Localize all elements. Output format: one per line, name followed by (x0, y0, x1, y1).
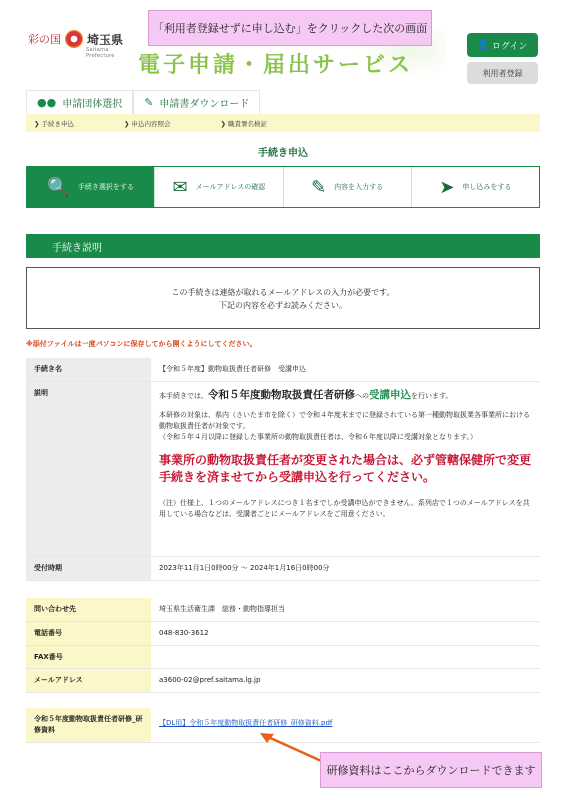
table-row (26, 358, 540, 382)
table-row (26, 622, 540, 646)
nav-tabs (26, 90, 260, 114)
login-button[interactable] (467, 33, 538, 57)
phone-value: 048-830-3612 (151, 622, 540, 646)
row-label: 令和５年度動物取扱責任者研修_研修資料 (26, 708, 151, 743)
download-doc-icon: ✎ (144, 96, 154, 109)
search-icon: 🔍 (47, 176, 70, 198)
register-button[interactable]: 利用者登録 (467, 62, 538, 84)
table-row (26, 598, 540, 622)
step-label: 申し込みをする (462, 183, 512, 191)
step-label: メールアドレスの確認 (195, 183, 266, 191)
notice-box (26, 267, 540, 329)
tab-form-download-label: 申請書ダウンロード (159, 99, 250, 110)
logo[interactable] (28, 30, 124, 59)
notice-line: 下記の内容を必ずお読みください。 (219, 301, 347, 310)
table-row (26, 669, 540, 693)
step-select (27, 167, 154, 207)
service-title: 電子申請・届出サービス (138, 53, 414, 78)
user-icon: 👤 (477, 40, 489, 50)
users-icon: ●● (37, 96, 57, 109)
row-label: 説明 (26, 382, 151, 557)
fax-value (151, 646, 540, 669)
logo-sub-text: Saitama Prefecture (86, 47, 115, 59)
step-label: 手続き選択をする (77, 183, 134, 191)
reception-period: 2023年11月1日0時00分 〜 2024年1月16日0時00分 (151, 557, 540, 581)
annotation-top: 「利用者登録せずに申し込む」をクリックした次の画面 (148, 10, 432, 46)
procedure-table (26, 358, 540, 581)
mail-icon: ✉ (172, 176, 188, 198)
logo-pref-text: 埼玉県 (87, 32, 124, 47)
login-label: ログイン (491, 41, 528, 52)
step-label: 内容を入力する (334, 183, 384, 191)
row-label: FAX番号 (26, 646, 151, 669)
tab-group-select-label: 申請団体選択 (62, 99, 123, 110)
breadcrumb (26, 114, 540, 132)
table-row (26, 382, 540, 557)
section-header: 手続き説明 (26, 234, 540, 258)
contact-table (26, 598, 540, 693)
table-row (26, 646, 540, 669)
row-label: 電話番号 (26, 622, 151, 646)
breadcrumb-item[interactable]: ❯ 手続き申込 (34, 119, 75, 128)
step-indicator (26, 166, 540, 208)
prefecture-emblem-icon (65, 30, 83, 48)
attachment-warning: ※添付ファイルは一度パソコンに保存してから開くようにしてください。 (26, 340, 257, 348)
step-submit (411, 167, 539, 207)
step-email (154, 167, 282, 207)
breadcrumb-item[interactable]: ❯ 職責署名検証 (220, 119, 268, 128)
annotation-bottom: 研修資料はここからダウンロードできます (320, 752, 542, 788)
tab-form-download[interactable] (133, 90, 260, 114)
row-label: メールアドレス (26, 669, 151, 693)
tab-group-select[interactable] (26, 90, 133, 114)
send-icon: ➤ (439, 176, 455, 198)
page-title: 手続き申込 (258, 148, 308, 159)
row-label: 問い合わせ先 (26, 598, 151, 622)
step-input (283, 167, 411, 207)
pencil-icon: ✎ (311, 176, 327, 198)
logo-main-text: 彩の国 (28, 33, 61, 46)
table-row (26, 557, 540, 581)
row-label: 手続き名 (26, 358, 151, 382)
material-cell (151, 708, 540, 743)
mail-value: a3600-02@pref.saitama.lg.jp (151, 669, 540, 693)
inquiry-value: 埼玉県生活衛生課 総務・動物指導担当 (151, 598, 540, 622)
breadcrumb-item[interactable]: ❯ 申込内容照会 (124, 119, 171, 128)
material-download-link[interactable]: 【DL用】令和５年度動物取扱責任者研修_研修資料.pdf (159, 719, 333, 727)
procedure-name: 【令和５年度】動物取扱責任者研修 受講申込 (151, 358, 540, 382)
row-label: 受付時期 (26, 557, 151, 581)
procedure-description: 本手続きでは、令和５年度動物取扱責任者研修への受講申込を行います。 本研修の対象は、県内（さいたま市を除く）で令和４年度末までに登録されている第一種動物取扱業各事業所における動物取扱責任者が対象です。 （令和５年４月以降に登録した事業所の動物取扱責任者は、令和６年度以降に受講対象となります。） 事業所の動物取扱責任者が変更された場合は、必ず管轄保健所で変更手続きを済ませてから受講申込を行ってください。 （注）仕様上、１つのメールアドレスにつき１名までしか受講申込ができません。系列店で１つのメールアドレスを共用している場合などは、受講者ごとにメールアドレスをご用意ください。 (151, 382, 540, 557)
notice-line: この手続きは連絡が取れるメールアドレスの入力が必要です。 (171, 288, 395, 297)
